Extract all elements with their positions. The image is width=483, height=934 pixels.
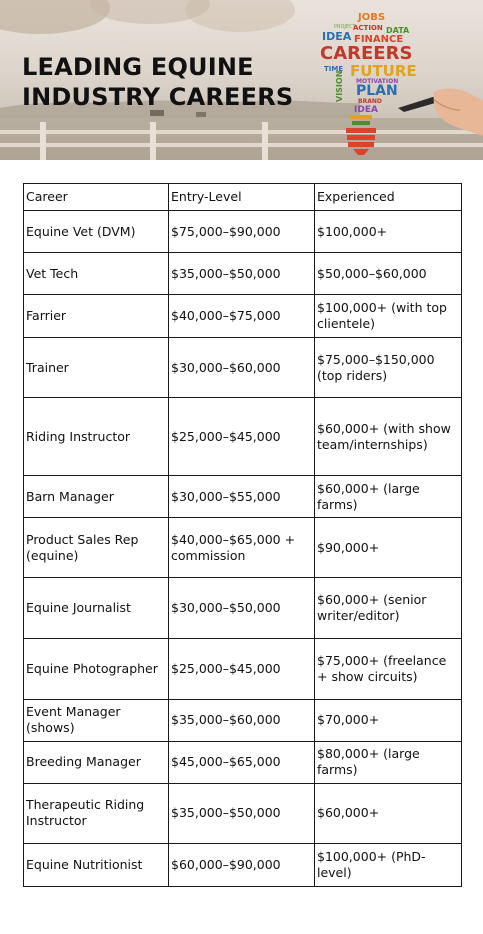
career-cell: Riding Instructor bbox=[24, 398, 169, 476]
column-header-experienced: Experienced bbox=[315, 184, 462, 211]
experienced-cell: $60,000+ bbox=[315, 783, 462, 843]
header-banner bbox=[0, 0, 483, 160]
page-title bbox=[22, 52, 293, 112]
experienced-cell: $75,000–$150,000 (top riders) bbox=[315, 338, 462, 398]
word-brand: BRAND bbox=[358, 98, 382, 105]
career-cell: Equine Nutritionist bbox=[24, 843, 169, 886]
table-row bbox=[24, 338, 462, 398]
experienced-cell: $100,000+ (PhD-level) bbox=[315, 843, 462, 886]
word-careers: CAREERS bbox=[320, 43, 413, 64]
table-row bbox=[24, 638, 462, 699]
career-cell: Trainer bbox=[24, 338, 169, 398]
experienced-cell: $60,000+ (large farms) bbox=[315, 476, 462, 518]
career-cell: Equine Photographer bbox=[24, 638, 169, 699]
word-jobs: JOBS bbox=[358, 12, 386, 23]
entry-level-cell: $35,000–$60,000 bbox=[169, 699, 315, 741]
entry-level-cell: $60,000–$90,000 bbox=[169, 843, 315, 886]
title-line-2: INDUSTRY CAREERS bbox=[22, 83, 294, 111]
word-finance: FINANCE bbox=[354, 34, 404, 45]
word-plan: PLAN bbox=[356, 83, 398, 99]
table-row bbox=[24, 783, 462, 843]
entry-level-cell: $40,000–$75,000 bbox=[169, 295, 315, 338]
word-idea: IDEA bbox=[322, 30, 352, 43]
entry-level-cell: $30,000–$50,000 bbox=[169, 578, 315, 638]
word-project: PROJECT bbox=[334, 24, 356, 30]
entry-level-cell: $45,000–$65,000 bbox=[169, 741, 315, 783]
word-time: TIME bbox=[324, 65, 344, 73]
experienced-cell: $80,000+ (large farms) bbox=[315, 741, 462, 783]
table-row bbox=[24, 578, 462, 638]
table-header-row bbox=[24, 184, 462, 211]
experienced-cell: $90,000+ bbox=[315, 518, 462, 578]
table-row bbox=[24, 741, 462, 783]
salary-table bbox=[23, 183, 462, 887]
experienced-cell: $60,000+ (with show team/internships) bbox=[315, 398, 462, 476]
career-cell: Barn Manager bbox=[24, 476, 169, 518]
table-row bbox=[24, 518, 462, 578]
experienced-cell: $70,000+ bbox=[315, 699, 462, 741]
entry-level-cell: $25,000–$45,000 bbox=[169, 638, 315, 699]
word-vision: VISION bbox=[335, 70, 344, 102]
table-row bbox=[24, 295, 462, 338]
career-cell: Farrier bbox=[24, 295, 169, 338]
career-cell: Vet Tech bbox=[24, 253, 169, 295]
entry-level-cell: $35,000–$50,000 bbox=[169, 783, 315, 843]
title-line-1: LEADING EQUINE bbox=[22, 53, 254, 81]
experienced-cell: $60,000+ (senior writer/editor) bbox=[315, 578, 462, 638]
experienced-cell: $100,000+ bbox=[315, 211, 462, 253]
career-cell: Equine Journalist bbox=[24, 578, 169, 638]
career-cell: Breeding Manager bbox=[24, 741, 169, 783]
table-row bbox=[24, 253, 462, 295]
table-row bbox=[24, 843, 462, 886]
word-action: ACTION bbox=[353, 24, 383, 32]
column-header-entry-level: Entry-Level bbox=[169, 184, 315, 211]
careers-lightbulb-word-cloud bbox=[306, 4, 483, 160]
table-row bbox=[24, 699, 462, 741]
table-row bbox=[24, 476, 462, 518]
word-motivation: MOTIVATION bbox=[356, 78, 399, 85]
entry-level-cell: $30,000–$55,000 bbox=[169, 476, 315, 518]
word-idea-2: IDEA bbox=[354, 105, 378, 115]
career-cell: Product Sales Rep (equine) bbox=[24, 518, 169, 578]
entry-level-cell: $35,000–$50,000 bbox=[169, 253, 315, 295]
career-cell: Therapeutic Riding Instructor bbox=[24, 783, 169, 843]
column-header-career: Career bbox=[24, 184, 169, 211]
entry-level-cell: $30,000–$60,000 bbox=[169, 338, 315, 398]
word-future: FUTURE bbox=[350, 62, 417, 80]
entry-level-cell: $75,000–$90,000 bbox=[169, 211, 315, 253]
entry-level-cell: $25,000–$45,000 bbox=[169, 398, 315, 476]
experienced-cell: $50,000–$60,000 bbox=[315, 253, 462, 295]
table-row bbox=[24, 398, 462, 476]
experienced-cell: $100,000+ (with top clientele) bbox=[315, 295, 462, 338]
entry-level-cell: $40,000–$65,000 + commission bbox=[169, 518, 315, 578]
career-cell: Event Manager (shows) bbox=[24, 699, 169, 741]
table-row bbox=[24, 211, 462, 253]
career-cell: Equine Vet (DVM) bbox=[24, 211, 169, 253]
word-data: DATA bbox=[386, 26, 410, 35]
experienced-cell: $75,000+ (freelance + show circuits) bbox=[315, 638, 462, 699]
